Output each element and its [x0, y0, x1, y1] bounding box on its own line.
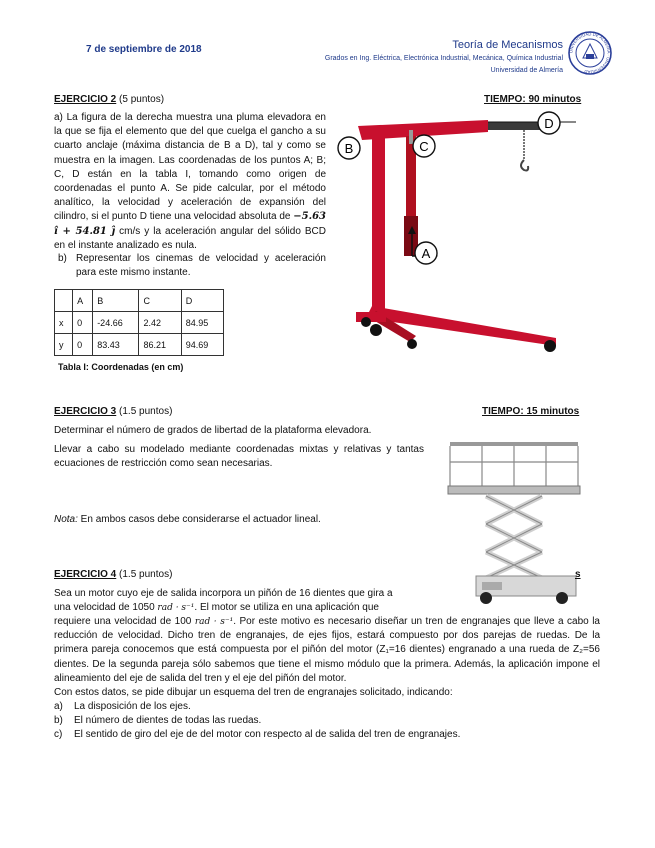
ex4-list	[54, 700, 600, 743]
list-item: a) La disposición de los ejes.	[54, 701, 191, 712]
svg-text:UNIVERSIDAD DE ALMERÍA · UNIVE: UNIVERSIDAD DE ALMERÍA · UNIVERSIDAD	[568, 31, 612, 75]
table-row: x 0 -24.66 2.42 84.95	[55, 312, 224, 334]
exam-date: 7 de septiembre de 2018	[86, 44, 202, 55]
university-name: Universidad de Almería	[490, 67, 563, 74]
ex4-line-1: Sea un motor cuyo eje de salida incorpora un piñón de 16 dientes que gira a	[54, 588, 393, 599]
ex4-title: EJERCICIO 4	[54, 569, 117, 580]
label-a: A	[421, 246, 431, 261]
ex2-paragraph-a: a) La figura de la derecha muestra una pluma elevadora en la que se fija el elemento que del que cuelga el gancho a su cuarto anclaje (máxima distancia de B a D), tal y como se muestra en la imagen. Las coordenadas de los puntos A; B; C, D están en la tabla I, tomando como origen de coordenadas el punto A. Se pide calcular, por el método analítico, la velocidad y aceleración de expansión del cilindro, si el punto D tiene una velocidad absoluta de −5.63 î + 54.81 ĵ cm/s y la aceleración angular del sólido BCD en el instante analizado es nula.	[54, 112, 326, 251]
velocity-vector: −5.63 î + 54.81 ĵ	[54, 211, 326, 237]
ex3-title: EJERCICIO 3	[54, 406, 117, 417]
ex3-note: Nota: En ambos casos debe considerarse el actuador lineal.	[54, 514, 321, 525]
coordinates-table	[54, 289, 224, 356]
ex3-heading	[54, 406, 172, 417]
table-header-row: A B C D	[55, 290, 224, 312]
table-row: y 0 83.43 86.21 94.69	[55, 334, 224, 356]
label-d: D	[544, 116, 554, 131]
ex3-time: TIEMPO: 15 minutos	[482, 406, 580, 417]
list-item: b) El número de dientes de todas las ruedas.	[54, 715, 262, 727]
table-caption: Tabla I: Coordenadas (en cm)	[58, 362, 184, 372]
unit-rad-s-2: rad · s⁻¹	[194, 617, 234, 627]
ex3-paragraph-1: Determinar el número de grados de libertad de la plataforma elevadora.	[54, 425, 372, 436]
label-b: B	[344, 141, 354, 156]
ex3-points: (1.5 puntos)	[119, 406, 173, 417]
scissor-lift-figure	[446, 440, 586, 606]
ex4-heading	[54, 569, 172, 580]
ex2-points: (5 puntos)	[119, 94, 165, 105]
ex2-title: EJERCICIO 2	[54, 94, 117, 105]
degrees-line: Grados en Ing. Eléctrica, Electrónica Industrial, Mecánica, Química Industrial	[324, 55, 563, 62]
ex2-time: TIEMPO: 90 minutos	[484, 94, 582, 105]
label-c: C	[419, 139, 429, 154]
ex4-line-2: una velocidad de 1050 rad · s⁻¹. El motor se utiliza en una aplicación que	[54, 602, 379, 613]
ex2-item-b: b) Representar los cinemas de velocidad y aceleración para este mismo instante.	[58, 253, 326, 279]
unit-rad-s: rad · s⁻¹	[157, 603, 195, 613]
ex3-paragraph-2: Llevar a cabo su modelado mediante coordenadas mixtas y relativas y tantas ecuaciones de restricción como sean necesarias.	[54, 444, 424, 470]
engine-crane-figure	[336, 106, 586, 356]
ex4-instruction: Con estos datos, se pide dibujar un esquema del tren de engranajes solicitado, indicando:	[54, 687, 453, 698]
ex2-heading	[54, 94, 164, 105]
ex4-time-fragment: s	[575, 569, 581, 580]
course-title: Teoría de Mecanismos	[452, 39, 563, 51]
university-seal-icon	[567, 30, 613, 76]
ex4-points: (1.5 puntos)	[119, 569, 173, 580]
list-item: c) El sentido de giro del eje de del motor con respecto al de salida del tren de engranajes.	[54, 729, 461, 741]
note-label: Nota:	[54, 514, 78, 525]
ex4-body: requiere una velocidad de 100 rad · s⁻¹. Por este motivo es necesario diseñar un tren de engranajes que lleve a cabo la reducción de velocidad. Dicho tren de engranajes, de ejes fijos, estará compuesto por dos parejas de ruedas. De la primera pareja conocemos que está compuesta por el piñón del motor (Z₁=16 dientes) engranado a una rueda de Z₂=56 dientes. De la segunda pareja sólo sabemos que tiene el mismo módulo que la primera. Además, la aplicación impone el alineamiento del eje de salida del tren y el eje del piñón del motor.	[54, 616, 600, 684]
